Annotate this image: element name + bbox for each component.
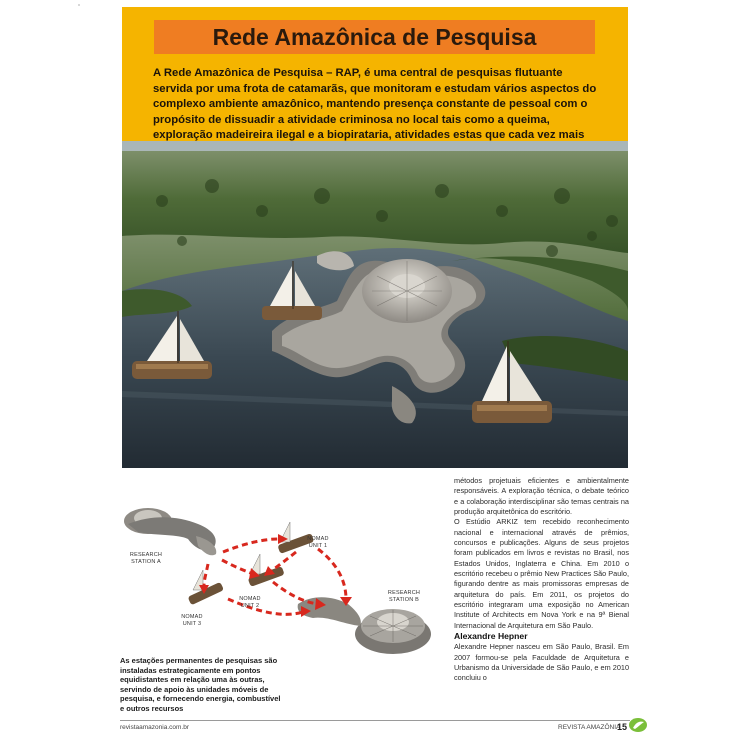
corner-mark xyxy=(78,4,80,6)
footer-website: revistaamazonia.com.br xyxy=(120,724,189,731)
author-heading: Alexandre Hepner xyxy=(454,631,528,642)
page-number: 15 xyxy=(617,722,628,732)
page-title: Rede Amazônica de Pesquisa xyxy=(212,24,537,50)
nomad-unit-1-label: NOMAD UNIT 1 xyxy=(307,536,329,549)
article-paragraph-1: métodos projetuais eficientes e ambientalmente responsáveis. A exploração técnica, o debate teórico e a colaboração interdisciplinar são temas centrais na produção arquitetônica do escritório. xyxy=(454,476,629,517)
footer-divider xyxy=(120,720,630,721)
nomad-unit-3-label: NOMAD UNIT 3 xyxy=(181,614,203,627)
article-column xyxy=(454,476,629,684)
article-paragraph-2: O Estúdio ARKIZ tem recebido reconhecimento nacional e internacional através de prêmios, concursos e publicações. Alguns de seus projetos foram publicados em livros e revistas no Brasil, nos Estados Unidos, Inglaterra e China. Em 2010 o escritório recebeu o prêmio New Practices São Paulo, figurando dentre as mais promissoras empresas de arquitetura do país. Em 2011, os projetos do escritório integraram uma exposição no American Institute of Architects em Nova York e na 9ª Bienal Internacional de Arquitetura em São Paulo. xyxy=(454,517,629,630)
station-network-diagram xyxy=(118,494,452,654)
title-banner xyxy=(154,20,595,54)
aerial-rendering-image xyxy=(122,141,628,468)
article-paragraph-3: Alexandre Hepner nasceu em São Paulo, Brasil. Em 2007 formou-se pela Faculdade de Arquitetura e Urbanismo da Universidade de São Paulo, e em 2010 concluiu o xyxy=(454,642,629,683)
research-station-b-label: RESEARCH STATION B xyxy=(387,590,421,603)
nomad-unit-2-label: NOMAD UNIT 2 xyxy=(239,596,261,609)
research-station-a-label: RESEARCH STATION A xyxy=(129,552,163,565)
diagram-caption: As estações permanentes de pesquisas são instaladas estrategicamente em pontos equidistantes em relação uma às outras, servindo de apoio às unidades móveis de pesquisa, e fornecendo energia, combustível e outros recursos xyxy=(120,656,281,713)
intro-paragraph: A Rede Amazônica de Pesquisa – RAP, é uma central de pesquisas flutuante servida por uma frota de catamarãs, que monitoram e estudam vários aspectos do complexo ambiente amazônico, mantendo presença constante de pessoal com o propósito de dissuadir a atividade criminosa no local tais como a queima, exploração madeireira ilegal e a biopirataria, atividades estas que cada vez mais xyxy=(153,67,597,142)
footer-magazine-name: REVISTA AMAZÔNIA xyxy=(558,724,621,731)
research-station-a-model xyxy=(124,508,216,555)
magazine-logo-icon xyxy=(628,717,648,733)
